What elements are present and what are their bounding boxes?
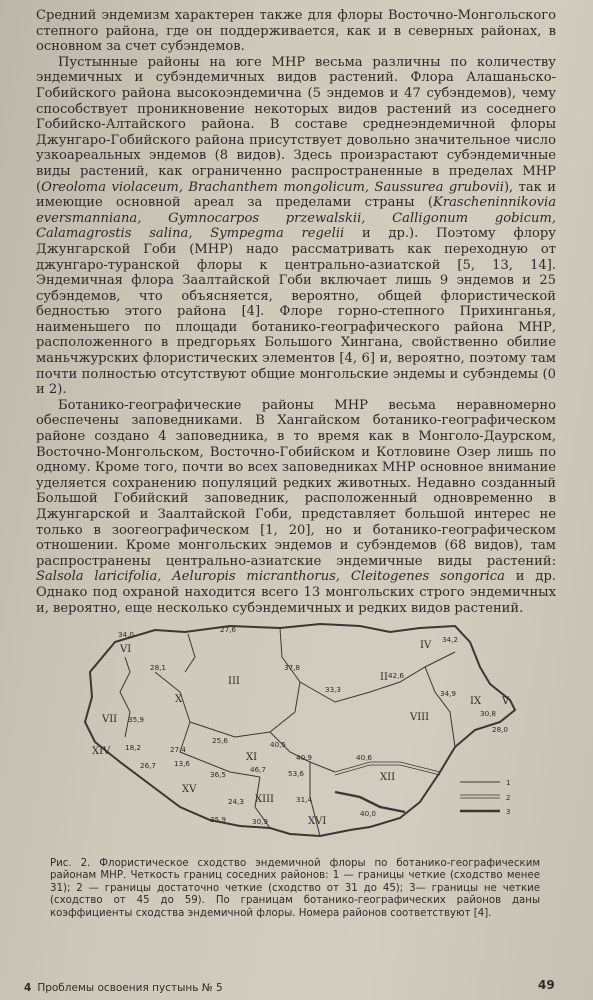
- region-label-VI: VI: [120, 644, 132, 655]
- region-label-XI: XI: [246, 752, 258, 763]
- map-legend: [460, 779, 510, 816]
- region-label-VII: VII: [102, 714, 118, 725]
- paragraph-2: [36, 55, 556, 398]
- border-value: 27,4: [170, 745, 187, 754]
- border-value: 34,0: [118, 630, 135, 639]
- figure-label: Рис. 2.: [50, 858, 91, 869]
- border-value: 37,8: [284, 663, 301, 672]
- border-value: 31,4: [296, 795, 313, 804]
- border-value: 42,6: [388, 671, 405, 680]
- border-value: 30,8: [480, 709, 497, 718]
- page-number: 49: [538, 978, 555, 992]
- paragraph-2-species-1: Oreoloma violaceum, Brachanthem mongolicum, Saussurea grubovii: [41, 179, 504, 195]
- paragraph-2-text-c: и др.). Поэтому флору Джунгарской Гоби (МНР) надо рассматривать как переходную от джунгаро-туранской флоры к центрально-азиатской [5, 13, 14]. Эндемичная флора Заалтайской Гоби включает лишь 9 эндемов и 25 субэндемов, что объясняется, вероятно, общей флористической бедностью этого района [4]. Флоре горно-степного Прихинганья, наименьшего по площади ботанико-географического района МНР, расположенного в предгорьях Большого Хингана, свойственно обилие маньчжурских флористических элементов [4, 6] и, вероятно, поэтому там почти полностью отсутствуют общие монгольские эндемы и субэндемы (0 и 2).: [36, 226, 556, 398]
- figure-caption-text: Флористическое сходство эндемичной флоры по ботанико-географическим районам МНР. Четкость границ соседних районов: 1 — границы четкие (сходство менее 31); 2 — границы достаточно четкие (сходство от 31 до 45); 3— границы не четкие (сходство от 45 до 59). По границам ботанико-географических районов даны коэффициенты сходства эндемичной флоры. Номера районов соответствуют [4].: [50, 858, 541, 919]
- border-value: 53,6: [288, 769, 305, 778]
- region-label-IX: IX: [470, 696, 482, 707]
- paragraph-2-species-2: Krascheninnikovia eversmanniana, Gymnocarpos przewalskii, Calligonum gobicum, Calamagrostis salina, Sympegma regelii: [36, 195, 556, 242]
- border-value: 36,5: [210, 770, 227, 779]
- border-value: 28,1: [150, 663, 167, 672]
- paragraph-3: [36, 398, 556, 616]
- region-label-VIII: VIII: [410, 712, 430, 723]
- border-value: 40,9: [296, 753, 313, 762]
- footer-title: Проблемы освоения пустынь № 5: [37, 982, 223, 994]
- region-label-XV: XV: [182, 784, 197, 795]
- paragraph-1-text: Средний эндемизм характерен также для флоры Восточно-Монгольского степного района, где он поддерживается, как и в северных районах, в основном за счет субэндемов.: [36, 8, 556, 55]
- region-label-IV: IV: [420, 640, 432, 651]
- border-value: 34,2: [442, 635, 459, 644]
- border-value: 34,9: [440, 689, 457, 698]
- border-value: 28,0: [492, 725, 509, 734]
- region-label-XIV: XIV: [92, 746, 111, 757]
- border-value: 30,9: [252, 817, 269, 826]
- region-label-III: III: [228, 676, 240, 687]
- paragraph-1: [36, 8, 556, 55]
- border-value: 18,2: [125, 743, 142, 752]
- region-label-II: II: [380, 672, 388, 683]
- border-value: 35,9: [210, 815, 227, 824]
- border-value: 26,7: [140, 761, 157, 770]
- border-value: 33,3: [325, 685, 342, 694]
- legend-label-2: 2: [506, 794, 511, 802]
- figure-caption: [50, 858, 540, 920]
- region-label-XIII: XIII: [255, 794, 274, 805]
- signature-number: 4: [24, 982, 32, 994]
- regions-map: [70, 612, 525, 847]
- region-label-XII: XII: [380, 772, 396, 783]
- border-value: 46,7: [250, 765, 267, 774]
- border-value: 24,3: [228, 797, 245, 806]
- border-value: 25,6: [212, 736, 229, 745]
- border-value: 13,6: [174, 759, 191, 768]
- legend-label-3: 3: [506, 808, 511, 816]
- paragraph-3-text-a: Ботанико-географические районы МНР весьма неравномерно обеспечены заповедниками. В Хангайском ботанико-географическом районе создано 4 заповедника, в то время как в Монголо-Даурском, Восточно-Монгольском, Восточно-Гобийском и Котловине Озер лишь по одному. Кроме того, почти во всех заповедниках МНР основное внимание уделяется сохранению популяций редких животных. Недавно созданный Большой Гобийский заповедник, расположенный одновременно в Джунгарской и Заалтайской Гоби, представляет большой интерес не только в зоогеографическом [1, 20], но и ботанико-географическом отношении. Кроме монгольских эндемов и субэндемов (68 видов), там распространены центрально-азиатские эндемичные виды растений:: [36, 397, 556, 569]
- country-outline: [85, 624, 515, 836]
- legend-label-1: 1: [506, 779, 511, 787]
- border-value: 40,6: [356, 753, 373, 762]
- body-text: [36, 8, 556, 616]
- paragraph-2-text-a: Пустынные районы на юге МНР весьма различны по количеству эндемичных и субэндемичных видов растений. Флора Алашаньско-Гобийского района высокоэндемична (5 эндемов и 47 субэндемов), чему способствует проникновение некоторых видов растений из соседнего Гобийско-Алтайского района. В составе среднеэндемичной флоры Джунгаро-Гобийского района присутствует довольно значительное число узкоареальных эндемов (8 видов). Здесь произрастают субэндемичные виды растений, как ограниченно распространенные в пределах МНР (: [36, 54, 556, 195]
- running-footer: [24, 982, 223, 994]
- paragraph-2-text-b: ), так и имеющие основной ареал за пределами страны (: [36, 179, 556, 211]
- map-figure: [70, 612, 525, 847]
- paragraph-3-text-b: и др. Однако под охраной находится всего 13 монгольских строго эндемичных и, вероятно, еще несколько субэндемичных и редких видов растений.: [36, 569, 556, 616]
- border-value: 40,5: [270, 740, 287, 749]
- paragraph-3-species: Salsola laricifolia, Aeluropis micranthorus, Cleitogenes songorica: [36, 569, 505, 585]
- region-label-V: V: [502, 696, 510, 707]
- border-value: 40,0: [360, 809, 377, 818]
- border-value: 27,6: [220, 625, 237, 634]
- region-label-X: X: [175, 694, 183, 705]
- border-value: 35,9: [128, 715, 145, 724]
- region-label-XVI: XVI: [308, 816, 327, 827]
